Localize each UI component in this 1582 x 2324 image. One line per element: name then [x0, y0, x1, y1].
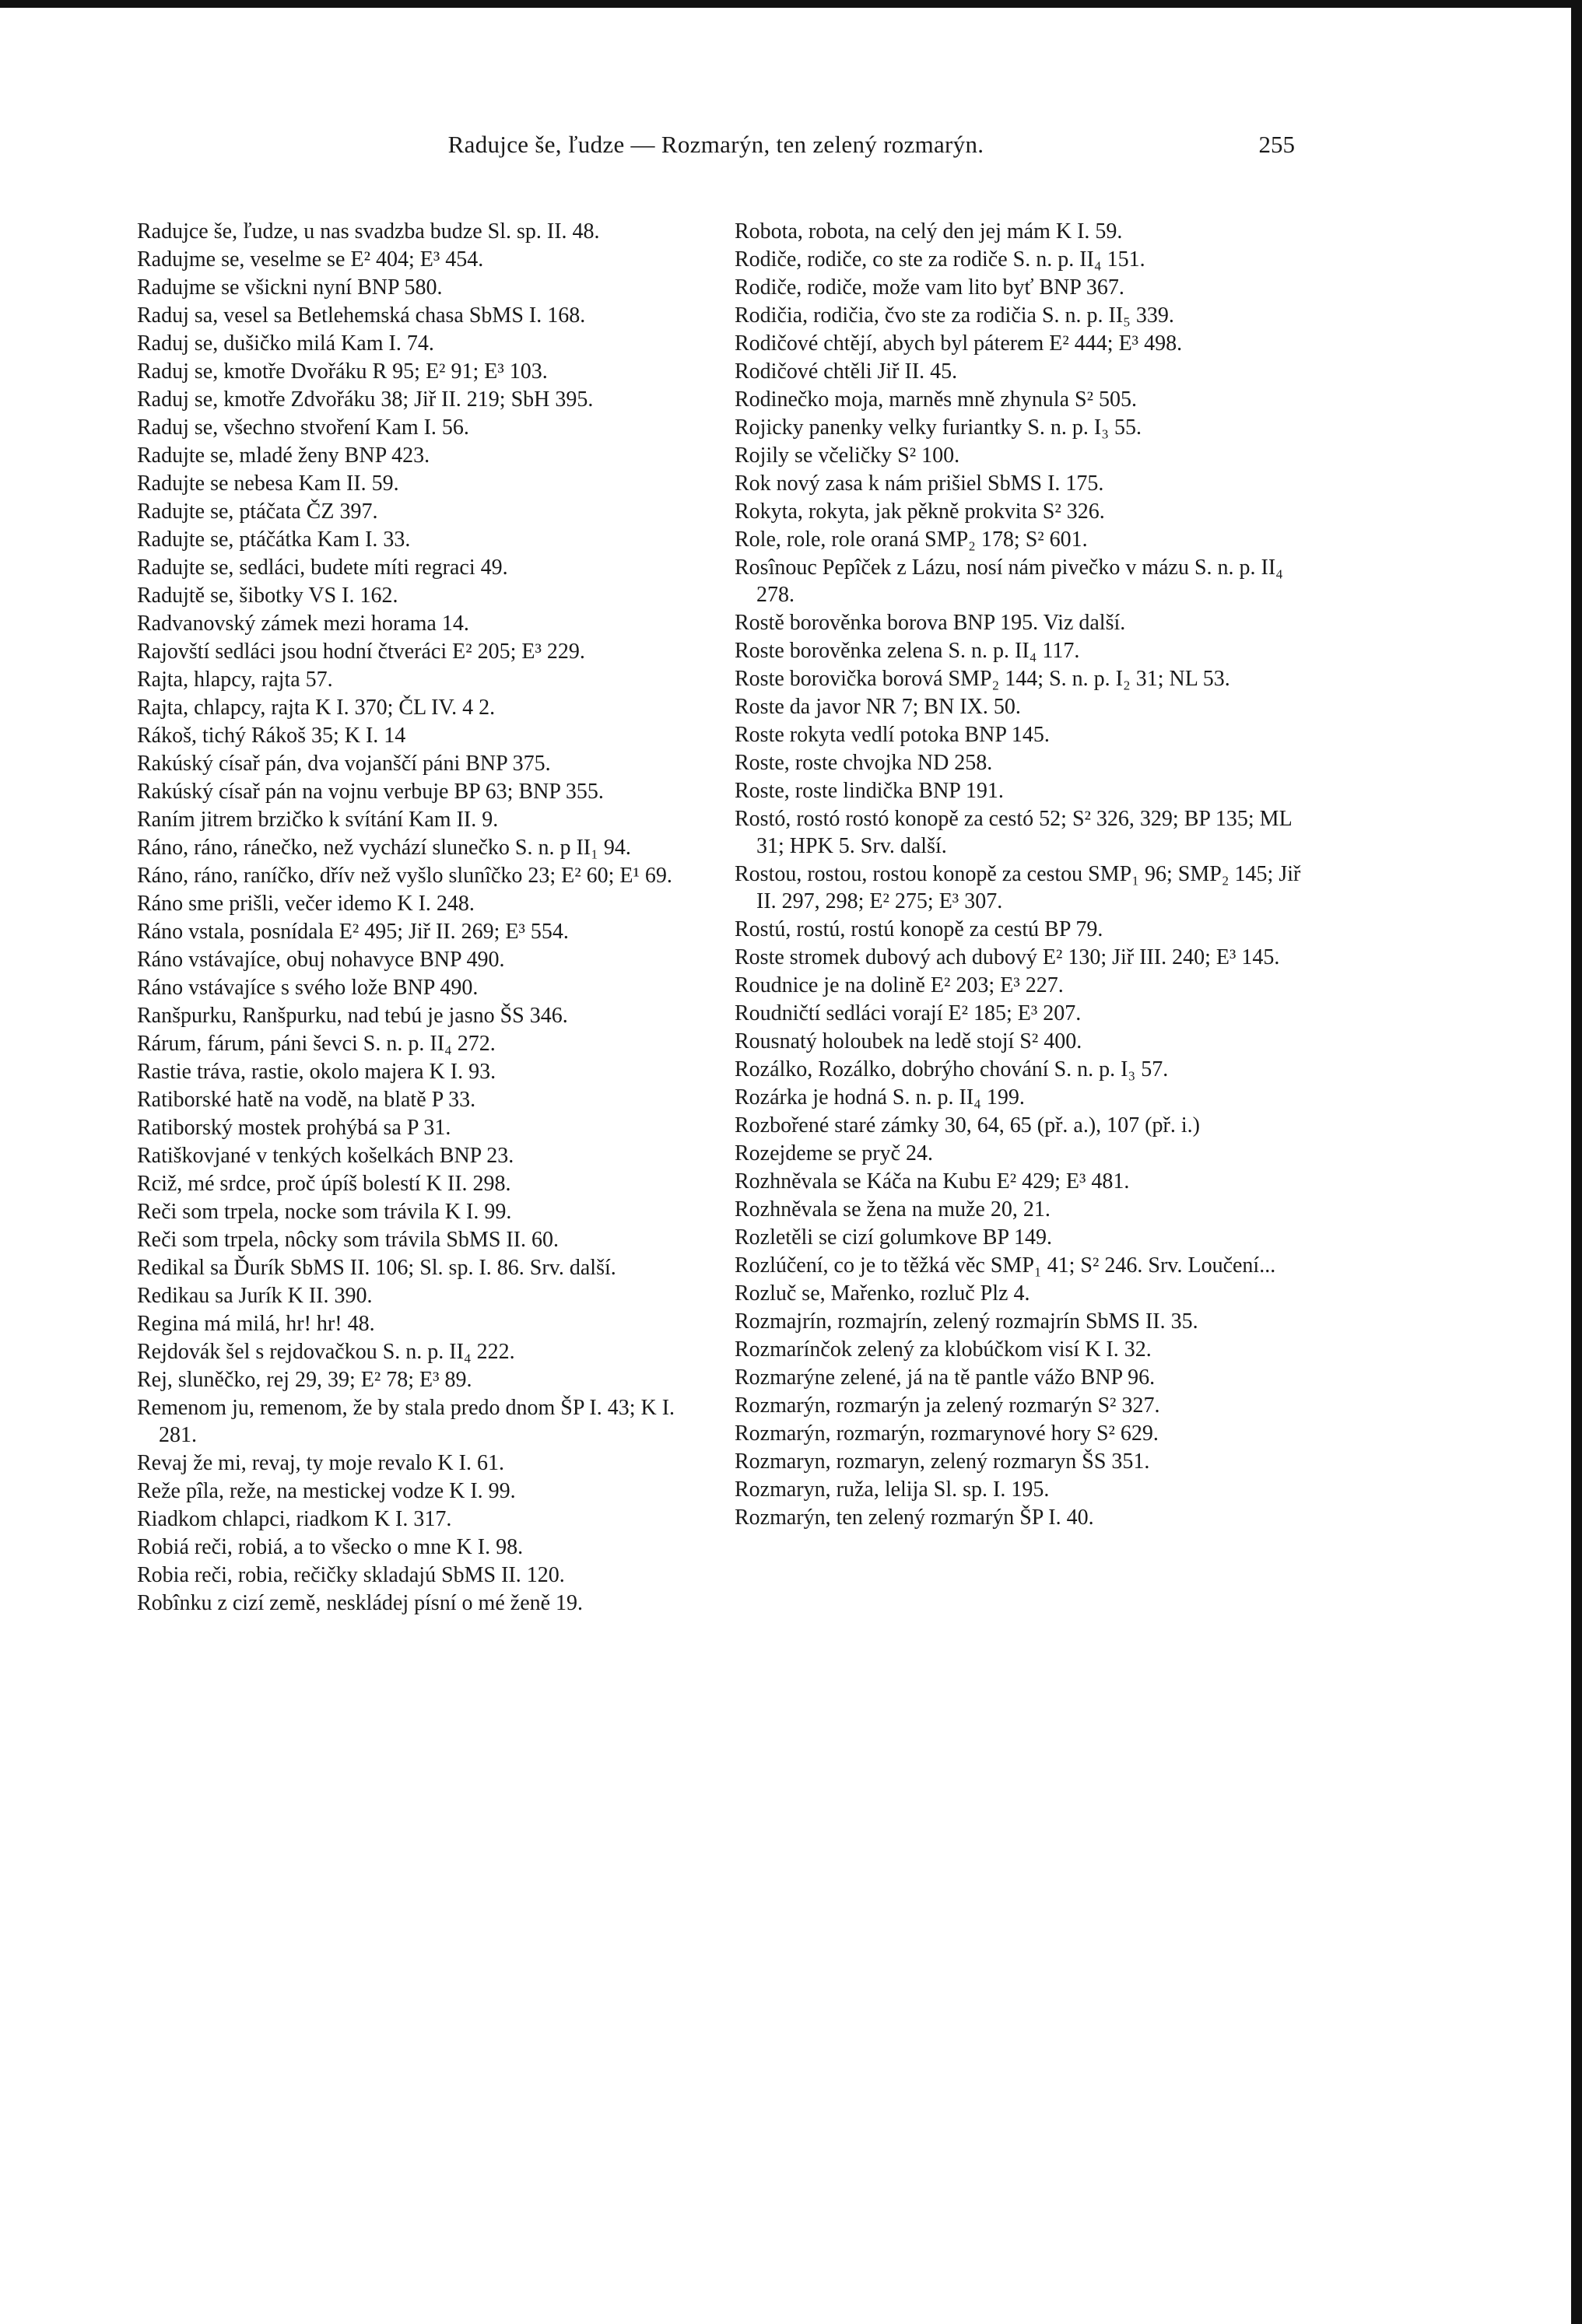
index-entry: Rozluč se, Mařenko, rozluč Plz 4.	[735, 1281, 1030, 1306]
index-column-left	[137, 218, 709, 1618]
index-entry: Rozbořené staré zámky 30, 64, 65 (př. a.), 107 (př. i.)	[735, 1113, 1200, 1137]
index-entry: Ranšpurku, Ranšpurku, nad tebú je jasno ŠS 346.	[137, 1004, 568, 1028]
index-entry: Ráno vstávajíce, obuj nohavyce BNP 490.	[137, 948, 505, 972]
index-entry: Rozárka je hodná S. n. p. II₄ 199.	[735, 1085, 1025, 1109]
index-entry: Rozmaryn, rozmaryn, zelený rozmaryn ŠS 351.	[735, 1449, 1150, 1474]
page-header	[137, 131, 1295, 170]
index-entry: Rojicky panenky velky furiantky S. n. p. I₃ 55.	[735, 415, 1142, 440]
index-entry: Rákoš, tichý Rákoš 35; K I. 14	[137, 724, 406, 748]
index-entry: Rojily se včeličky S² 100.	[735, 443, 960, 468]
index-entry: Rajta, hlapcy, rajta 57.	[137, 668, 333, 692]
index-entry: Raním jitrem brzičko k svítání Kam II. 9.	[137, 808, 499, 832]
index-entry: Rok nový zasa k nám prišiel SbMS I. 175.	[735, 471, 1104, 496]
index-entry: Rodiče, rodiče, može vam lito byť BNP 367.	[735, 275, 1124, 300]
index-entry: Raduj se, dušičko milá Kam I. 74.	[137, 331, 434, 356]
index-entry: Rodičové chtějí, abych byl páterem E² 444; E³ 498.	[735, 331, 1183, 356]
index-entry: Radujte se nebesa Kam II. 59.	[137, 471, 399, 496]
index-entry: Rostou, rostou, rostou konopě za cestou SMP₁ 96; SMP₂ 145; Jiř II. 297, 298; E² 275; E³ 307.	[735, 862, 1301, 913]
index-entry: Reže pîla, reže, na mestickej vodze K I. 99.	[137, 1479, 516, 1503]
running-head: Radujce še, ľudze — Rozmarýn, ten zelený rozmarýn.	[447, 131, 984, 158]
index-entry: Ráno sme prišli, večer idemo K I. 248.	[137, 892, 475, 916]
index-entry: Radujme se všickni nyní BNP 580.	[137, 275, 443, 300]
index-entry: Radujtě se, šibotky VS I. 162.	[137, 584, 398, 608]
index-entry: Rousnatý holoubek na ledě stojí S² 400.	[735, 1029, 1082, 1053]
index-entry: Rokyta, rokyta, jak pěkně prokvita S² 326.	[735, 500, 1105, 524]
index-entry: Roste borověnka zelena S. n. p. II₄ 117.	[735, 639, 1080, 663]
index-entry: Rozálko, Rozálko, dobrýho chování S. n. p. I₃ 57.	[735, 1057, 1169, 1081]
index-entry: Ráno vstala, posnídala E² 495; Jiř II. 269; E³ 554.	[137, 920, 569, 944]
index-entry: Revaj že mi, revaj, ty moje revalo K I. 61.	[137, 1451, 504, 1475]
index-entry: Rastie tráva, rastie, okolo majera K I. 93.	[137, 1060, 496, 1084]
index-entry: Rostó, rostó rostó konopě za cestó 52; S² 326, 329; BP 135; ML 31; HPK 5. Srv. další.	[735, 807, 1292, 858]
index-entry: Rodičové chtěli Jiř II. 45.	[735, 359, 958, 384]
index-entry: Rciž, mé srdce, proč úpíš bolestí K II. 298.	[137, 1172, 511, 1196]
index-entry: Rajta, chlapcy, rajta K I. 370; ČL IV. 4 2.	[137, 696, 496, 720]
index-entry: Rozmajrín, rozmajrín, zelený rozmajrín SbMS II. 35.	[735, 1309, 1198, 1334]
index-entry: Riadkom chlapci, riadkom K I. 317.	[137, 1507, 452, 1531]
index-entry: Rakúský císař pán na vojnu verbuje BP 63; BNP 355.	[137, 780, 604, 804]
index-entry: Regina má milá, hr! hr! 48.	[137, 1312, 375, 1336]
index-entry: Rodinečko moja, marněs mně zhynula S² 505.	[735, 387, 1137, 412]
index-entry: Rozmarýne zelené, já na tě pantle vážo BNP 96.	[735, 1365, 1156, 1390]
index-entry: Roudničtí sedláci vorají E² 185; E³ 207.	[735, 1001, 1082, 1025]
index-entry: Roste, roste chvojka ND 258.	[735, 751, 993, 775]
index-entry: Radujce še, ľudze, u nas svadzba budze Sl. sp. II. 48.	[137, 219, 600, 244]
index-entry: Rozletěli se cizí golumkove BP 149.	[735, 1225, 1053, 1250]
index-entry: Robota, robota, na celý den jej mám K I. 59.	[735, 219, 1123, 244]
scan-right-edge	[1571, 0, 1582, 2324]
index-entry: Rozhněvala se Káča na Kubu E² 429; E³ 481.	[735, 1169, 1130, 1194]
index-entry: Rozmarýn, rozmarýn, rozmarynové hory S² 629.	[735, 1421, 1159, 1446]
index-entry: Roste da javor NR 7; BN IX. 50.	[735, 695, 1021, 719]
index-entry: Role, role, role oraná SMP₂ 178; S² 601.	[735, 528, 1088, 552]
index-entry: Rakúský císař pán, dva vojanščí páni BNP 375.	[137, 752, 551, 776]
page-number: 255	[1258, 131, 1295, 158]
index-entry: Rostě borověnka borova BNP 195. Viz další.	[735, 611, 1126, 635]
index-entry: Radujme se, veselme se E² 404; E³ 454.	[137, 247, 484, 272]
index-entry: Rozmarínčok zelený za klobúčkom visí K I. 32.	[735, 1337, 1152, 1362]
index-entry: Robiá reči, robiá, a to všecko o mne K I. 98.	[137, 1535, 524, 1559]
index-entry: Reči som trpela, nocke som trávila K I. 99.	[137, 1200, 512, 1224]
index-entry: Rozlúčení, co je to těžká věc SMP₁ 41; S² 246. Srv. Loučení...	[735, 1253, 1276, 1278]
index-entry: Rozejdeme se pryč 24.	[735, 1141, 934, 1166]
index-entry: Rodičia, rodičia, čvo ste za rodičia S. n. p. II₅ 339.	[735, 303, 1174, 328]
index-entry: Ratiborské hatě na vodě, na blatě P 33.	[137, 1088, 476, 1112]
index-entry: Roste borovička borová SMP₂ 144; S. n. p. I₂ 31; NL 53.	[735, 667, 1230, 691]
index-entry: Rárum, fárum, páni ševci S. n. p. II₄ 272.	[137, 1032, 496, 1056]
index-entry: Radujte se, mladé ženy BNP 423.	[137, 443, 430, 468]
index-entry: Raduj se, kmotře Zdvořáku 38; Jiř II. 219; SbH 395.	[137, 387, 594, 412]
index-entry: Rozmarýn, rozmarýn ja zelený rozmarýn S² 327.	[735, 1393, 1160, 1418]
index-entry: Raduj sa, vesel sa Betlehemská chasa SbMS I. 168.	[137, 303, 586, 328]
index-column-right	[735, 218, 1307, 1532]
index-entry: Ratiborský mostek prohýbá sa P 31.	[137, 1116, 451, 1140]
index-entry: Radujte se, ptáčátka Kam I. 33.	[137, 528, 411, 552]
index-entry: Radvanovský zámek mezi horama 14.	[137, 612, 469, 636]
index-entry: Rozhněvala se žena na muže 20, 21.	[735, 1197, 1051, 1222]
index-entry: Rodiče, rodiče, co ste za rodiče S. n. p. II₄ 151.	[735, 247, 1145, 272]
index-entry: Reči som trpela, nôcky som trávila SbMS II. 60.	[137, 1228, 559, 1252]
index-entry: Ratiškovjané v tenkých košelkách BNP 23.	[137, 1144, 514, 1168]
index-entry: Rajovští sedláci jsou hodní čtveráci E² 205; E³ 229.	[137, 640, 585, 664]
index-entry: Rozmarýn, ten zelený rozmarýn ŠP I. 40.	[735, 1506, 1094, 1530]
index-entry: Robia reči, robia, rečičky skladajú SbMS II. 120.	[137, 1563, 565, 1587]
index-entry: Redikau sa Jurík K II. 390.	[137, 1284, 373, 1308]
index-entry: Remenom ju, remenom, že by stala predo dnom ŠP I. 43; K I. 281.	[137, 1396, 675, 1447]
index-entry: Robînku z cizí země, neskládej písní o mé ženě 19.	[137, 1591, 584, 1615]
index-entry: Ráno vstávajíce s svého lože BNP 490.	[137, 976, 479, 1000]
index-entry: Rej, sluněčko, rej 29, 39; E² 78; E³ 89.	[137, 1368, 472, 1392]
index-entry: Roste rokyta vedlí potoka BNP 145.	[735, 723, 1050, 747]
index-entry: Ráno, ráno, ránečko, než vychází slunečko S. n. p II₁ 94.	[137, 836, 631, 860]
index-entry: Radujte se, ptáčata ČZ 397.	[137, 500, 378, 524]
index-entry: Rostú, rostú, rostú konopě za cestú BP 79.	[735, 917, 1103, 941]
index-entry: Rozmaryn, ruža, lelija Sl. sp. I. 195.	[735, 1477, 1050, 1502]
index-entry: Roste, roste lindička BNP 191.	[735, 779, 1004, 803]
index-entry: Roste stromek dubový ach dubový E² 130; Jiř III. 240; E³ 145.	[735, 945, 1280, 969]
index-entry: Rejdovák šel s rejdovačkou S. n. p. II₄ 222.	[137, 1340, 515, 1364]
index-entry: Ráno, ráno, raníčko, dřív než vyšlo slunîčko 23; E² 60; E¹ 69.	[137, 864, 672, 888]
index-entry: Redikal sa Ďurík SbMS II. 106; Sl. sp. I. 86. Srv. další.	[137, 1256, 616, 1280]
index-entry: Roudnice je na dolině E² 203; E³ 227.	[735, 973, 1064, 997]
index-entry: Radujte se, sedláci, budete míti regraci 49.	[137, 556, 508, 580]
index-entry: Rosînouc Pepîček z Lázu, nosí nám pivečko v mázu S. n. p. II₄ 278.	[735, 556, 1283, 607]
index-entry: Raduj se, všechno stvoření Kam I. 56.	[137, 415, 469, 440]
index-entry: Raduj se, kmotře Dvořáku R 95; E² 91; E³ 103.	[137, 359, 548, 384]
scan-top-edge	[0, 0, 1582, 8]
